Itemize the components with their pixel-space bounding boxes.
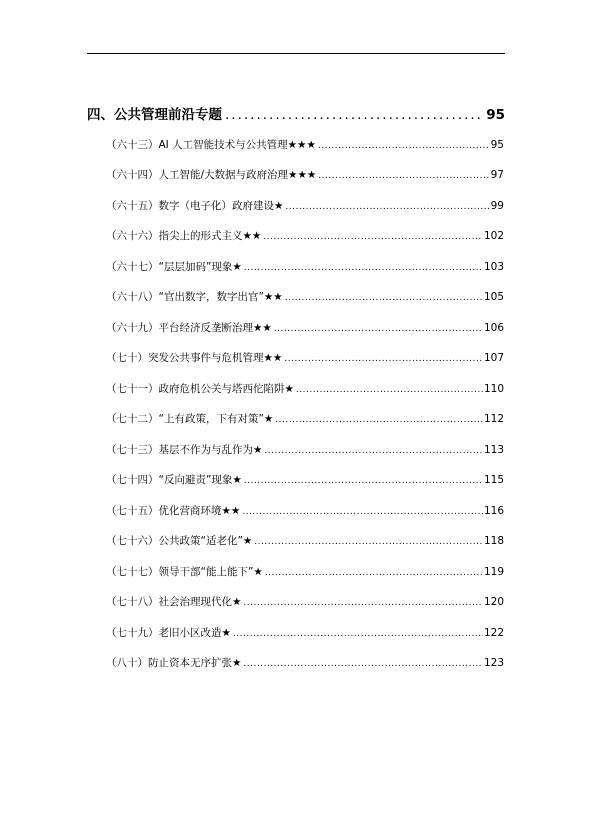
entry-number: （六十八） bbox=[106, 291, 159, 303]
entry-title: “反向避责”现象★ bbox=[158, 474, 242, 486]
toc-entry[interactable] bbox=[106, 472, 504, 488]
entry-number: （六十三） bbox=[106, 139, 159, 151]
entry-number: （七十八） bbox=[106, 596, 159, 608]
entry-title: 社会治理现代化★ bbox=[158, 596, 242, 608]
entry-number: （六十七） bbox=[106, 261, 159, 273]
dot-leader bbox=[233, 629, 483, 639]
toc-entry[interactable] bbox=[106, 167, 504, 183]
dot-leader bbox=[244, 476, 483, 486]
entry-page-number: 99 bbox=[490, 200, 504, 212]
dot-leader bbox=[318, 171, 489, 181]
dot-leader bbox=[243, 659, 483, 669]
entry-page-number: 103 bbox=[483, 261, 504, 273]
entry-title: 领导干部“能上能下”★ bbox=[158, 566, 263, 578]
toc-entry[interactable] bbox=[106, 137, 504, 153]
entry-title: 政府危机公关与塔西佗陷阱★ bbox=[158, 383, 294, 395]
toc-entry[interactable] bbox=[106, 594, 504, 610]
toc-entry[interactable] bbox=[106, 411, 504, 427]
header-rule bbox=[87, 53, 505, 54]
entry-number: （七十九） bbox=[106, 627, 159, 639]
entry-title: “官出数字，数字出官”★★ bbox=[158, 291, 283, 303]
toc-entry[interactable] bbox=[106, 533, 504, 549]
entry-number: （六十六） bbox=[106, 230, 159, 242]
toc-entry[interactable] bbox=[106, 564, 504, 580]
entry-title: “上有政策，下有对策”★ bbox=[158, 413, 274, 425]
toc-entry[interactable] bbox=[106, 442, 504, 458]
entry-page-number: 110 bbox=[483, 383, 504, 395]
toc-entry[interactable] bbox=[106, 503, 504, 519]
entry-page-number: 95 bbox=[490, 139, 504, 151]
entry-title: AI 人工智能技术与公共管理★★★ bbox=[158, 139, 316, 151]
dot-leader bbox=[265, 568, 483, 578]
toc-entry[interactable] bbox=[106, 320, 504, 336]
section-title: 四、公共管理前沿专题 bbox=[87, 107, 222, 123]
entry-title: 指尖上的形式主义★★ bbox=[158, 230, 262, 242]
entry-page-number: 120 bbox=[483, 596, 504, 608]
dot-leader bbox=[318, 141, 490, 151]
toc-entry[interactable] bbox=[106, 381, 504, 397]
entry-page-number: 115 bbox=[483, 474, 504, 486]
entry-title: 防止资本无序扩张★ bbox=[148, 657, 242, 669]
entry-page-number: 113 bbox=[483, 444, 504, 456]
entry-page-number: 116 bbox=[483, 505, 504, 517]
entry-page-number: 105 bbox=[483, 291, 504, 303]
section-page-number: 95 bbox=[486, 107, 505, 123]
entry-page-number: 123 bbox=[483, 657, 504, 669]
toc-entry[interactable] bbox=[106, 198, 504, 214]
entry-number: （八十） bbox=[106, 657, 148, 669]
toc-entry[interactable] bbox=[106, 350, 504, 366]
entry-title: 基层不作为与乱作为★ bbox=[158, 444, 263, 456]
entry-page-number: 107 bbox=[483, 352, 504, 364]
entry-number: （六十九） bbox=[106, 322, 159, 334]
entry-page-number: 97 bbox=[490, 169, 504, 181]
dot-leader bbox=[285, 293, 483, 303]
dot-leader bbox=[264, 446, 483, 456]
entry-number: （七十二） bbox=[106, 413, 159, 425]
entry-page-number: 106 bbox=[483, 322, 504, 334]
dot-leader bbox=[284, 354, 483, 364]
entry-number: （七十三） bbox=[106, 444, 159, 456]
dot-leader bbox=[274, 324, 483, 334]
entry-number: （六十四） bbox=[106, 169, 159, 181]
entry-page-number: 122 bbox=[483, 627, 504, 639]
dot-leader bbox=[244, 263, 483, 273]
entry-number: （六十五） bbox=[106, 200, 159, 212]
entry-title: 优化营商环境★★ bbox=[158, 505, 241, 517]
dot-leader bbox=[275, 415, 483, 425]
entry-title: 老旧小区改造★ bbox=[158, 627, 231, 639]
entry-title: 突发公共事件与危机管理★★ bbox=[148, 352, 283, 364]
entry-title: 人工智能/大数据与政府治理★★★ bbox=[158, 169, 317, 181]
toc-entry[interactable] bbox=[106, 259, 504, 275]
dot-leader bbox=[225, 107, 483, 123]
entry-page-number: 118 bbox=[483, 535, 504, 547]
toc-section-heading[interactable] bbox=[87, 103, 505, 121]
entry-number: （七十五） bbox=[106, 505, 159, 517]
toc-entry[interactable] bbox=[106, 289, 504, 305]
entry-number: （七十六） bbox=[106, 535, 159, 547]
toc-entry[interactable] bbox=[106, 625, 504, 641]
entry-page-number: 112 bbox=[483, 413, 504, 425]
dot-leader bbox=[296, 385, 483, 395]
entry-number: （七十一） bbox=[106, 383, 159, 395]
entry-number: （七十四） bbox=[106, 474, 159, 486]
dot-leader bbox=[243, 598, 483, 608]
entry-page-number: 119 bbox=[483, 566, 504, 578]
entry-number: （七十） bbox=[106, 352, 148, 364]
entry-number: （七十七） bbox=[106, 566, 159, 578]
entry-title: 平台经济反垄断治理★★ bbox=[158, 322, 272, 334]
toc-entry[interactable] bbox=[106, 655, 504, 671]
entry-page-number: 102 bbox=[483, 230, 504, 242]
dot-leader bbox=[263, 232, 483, 242]
dot-leader bbox=[285, 202, 489, 212]
dot-leader bbox=[254, 537, 483, 547]
toc-entry[interactable] bbox=[106, 228, 504, 244]
entry-title: “层层加码”现象★ bbox=[158, 261, 242, 273]
dot-leader bbox=[242, 507, 483, 517]
entry-title: 公共政策“适老化”★ bbox=[158, 535, 253, 547]
entry-title: 数字（电子化）政府建设★ bbox=[158, 200, 284, 212]
